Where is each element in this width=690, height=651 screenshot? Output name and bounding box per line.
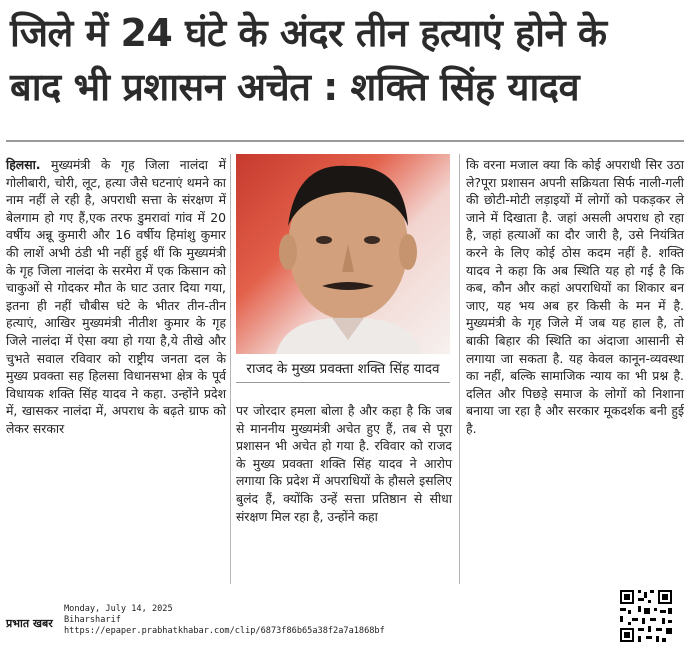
clip-meta <box>64 604 385 638</box>
person-portrait-icon <box>236 154 450 354</box>
photo-caption: राजद के मुख्य प्रवक्ता शक्ति सिंह यादव <box>236 356 450 383</box>
headline-line-2: बाद भी प्रशासन अचेत : शक्ति सिंह यादव <box>10 65 580 109</box>
column-divider-2 <box>459 154 460 584</box>
qr-code-icon[interactable] <box>618 588 674 644</box>
column-2-text: पर जोरदार हमला बोला है और कहा है कि जब से माननीय मुख्यमंत्री अचेत हुए हैं, तब से पूरा प्रशासन भी अचेत हो गया है. रविवार को राजद के मुख्य प्रवक्ता शक्ति सिंह यादव ने आरोप लगाया कि प्रदेश में अपराधियों के हौसले इसलिए बुलंद हैं, क्योंकि उन्हें सत्ता प्रतिष्ठान से सीधा संरक्षण मिल रहा है, उन्होंने कहा <box>236 403 452 524</box>
footer <box>0 600 690 651</box>
dateline: हिलसा. <box>6 157 41 172</box>
column-3-text: कि वरना मजाल क्या कि कोई अपराधी सिर उठा ले?पूरा प्रशासन अपनी सक्रियता सिर्फ नाली-गली की छोटी-मोटी लड़ाइयों में लोगों को पकड़कर ले जाने में दिखाता है. जहां असली अपराध हो रहा है, जहां हत्याओं का दौर जारी है, उसे नियंत्रित करने के लिए कोई ठोस कदम नहीं है. शक्ति यादव ने कहा कि अब स्थिति यह हो गई है कि कब, कौन और कहां अपराधियों का शिकार बन जाए, यह भय अब हर किसी के मन में है. मुख्यमंत्री के गृह जिले में जब यह हाल है, तो बाकी बिहार की स्थिति का अंदाजा आसानी से लगाया जा सकता है. यह केवल कानून-व्यवस्था का नहीं, बल्कि सामाजिक न्याय का भी प्रश्न है. दलित और पिछड़े समाज के लोगों को निशाना बनाया जा रहा है और सरकार मूकदर्शक बनी हुई है. <box>466 157 684 436</box>
logo-text: प्रभात खबर <box>6 617 53 630</box>
headline <box>10 6 682 114</box>
article-column-3 <box>466 156 684 438</box>
headline-line-1: जिले में 24 घंटे के अंदर तीन हत्याएं होने के <box>10 11 607 55</box>
clip-edition: Biharsharif <box>64 615 121 626</box>
publication-logo <box>6 616 53 631</box>
headline-divider <box>6 140 684 142</box>
portrait-photo <box>236 154 450 354</box>
clip-url[interactable]: https://epaper.prabhatkhabar.com/clip/6873f86b65a38f2a7a1868bf <box>64 626 385 637</box>
article-column-1 <box>6 156 226 438</box>
clip-date: Monday, July 14, 2025 <box>64 604 173 614</box>
article-column-2 <box>236 402 452 525</box>
column-1-text: मुख्यमंत्री के गृह जिला नालंदा में गोलीबारी, चोरी, लूट, हत्या जैसे घटनाएं थमने का नाम नहीं ले रही है, अपराधी सत्ता के संरक्षण में बेलगाम हो गए हैं,एक तरफ डुमरावां गांव में 20 वर्षीय अन्नू कुमारी और 16 वर्षीय हिमांशु कुमार की लाशें अभी ठंडी भी नहीं हुई थीं कि मुख्यमंत्री के गृह जिला नालंदा के सरमेरा में एक किसान को चाकुओं से गोदकर मौत के घाट उतार दिया गया, इतना ही नहीं चौबीस घंटे के भीतर तीन-तीन हत्याएं, आखिर मुख्यमंत्री नीतीश कुमार के गृह जिले नालंदा में ऐसा क्या हो गया है,ये तीखे और चुभते सवाल रविवार को राष्ट्रीय जनता दल के मुख्य प्रवक्ता सह हिलसा विधानसभा क्षेत्र के पूर्व विधायक शक्ति सिंह यादव ने कहा. उन्होंने प्रदेश में, खासकर नालंदा में, अपराध के बढ़ते ग्राफ को लेकर सरकार <box>6 157 226 436</box>
column-divider-1 <box>230 154 231 584</box>
